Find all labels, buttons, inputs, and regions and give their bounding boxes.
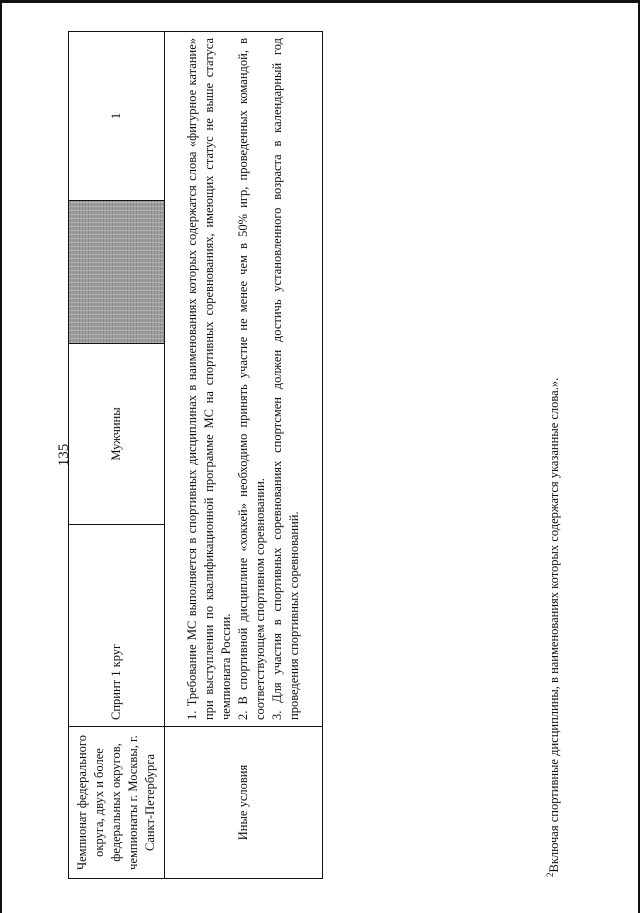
table-row [165, 32, 323, 879]
table-row [69, 32, 165, 879]
condition-2: 2. В спортивной дисциплине «хоккей» необходимо принять участие не менее чем в 50% игр, проведенных командой, в соответствующем спортивном соревновании. [236, 38, 267, 720]
condition-1: 1. Требование МС выполняется в спортивных дисциплинах в наименованиях которых содержатся слова «фигурное катание» при выступлении по квалификационной программе МС на спортивных соревнованиях, имеющих статус не выше статуса чемпионата России. [185, 38, 234, 720]
competition-cell: Чемпионат федерального округа, двух и более федеральных округов, чемпионаты г. Москвы, г. Санкт-Петербурга [69, 727, 165, 879]
conditions-cell [165, 32, 323, 727]
other-conditions-label: Иные условия [165, 727, 323, 879]
footnote [545, 77, 562, 877]
gender-cell: Мужчины [69, 344, 165, 525]
discipline-cell: Спринт 1 круг [69, 525, 165, 727]
gray-shading [69, 201, 164, 343]
footnote-text: Включая спортивные дисциплины, в наименованиях которых содержатся указанные слова.». [547, 377, 562, 873]
value-cell: 1 [69, 32, 165, 201]
footnote-mark: 2 [545, 872, 555, 877]
requirements-table [68, 31, 323, 879]
shaded-cell [69, 201, 165, 344]
page-number: 135 [56, 443, 72, 467]
condition-3: 3. Для участия в спортивных соревнованиях спортсмен должен достичь установленного возраста в календарный год проведения спортивных соревнований. [269, 38, 301, 720]
